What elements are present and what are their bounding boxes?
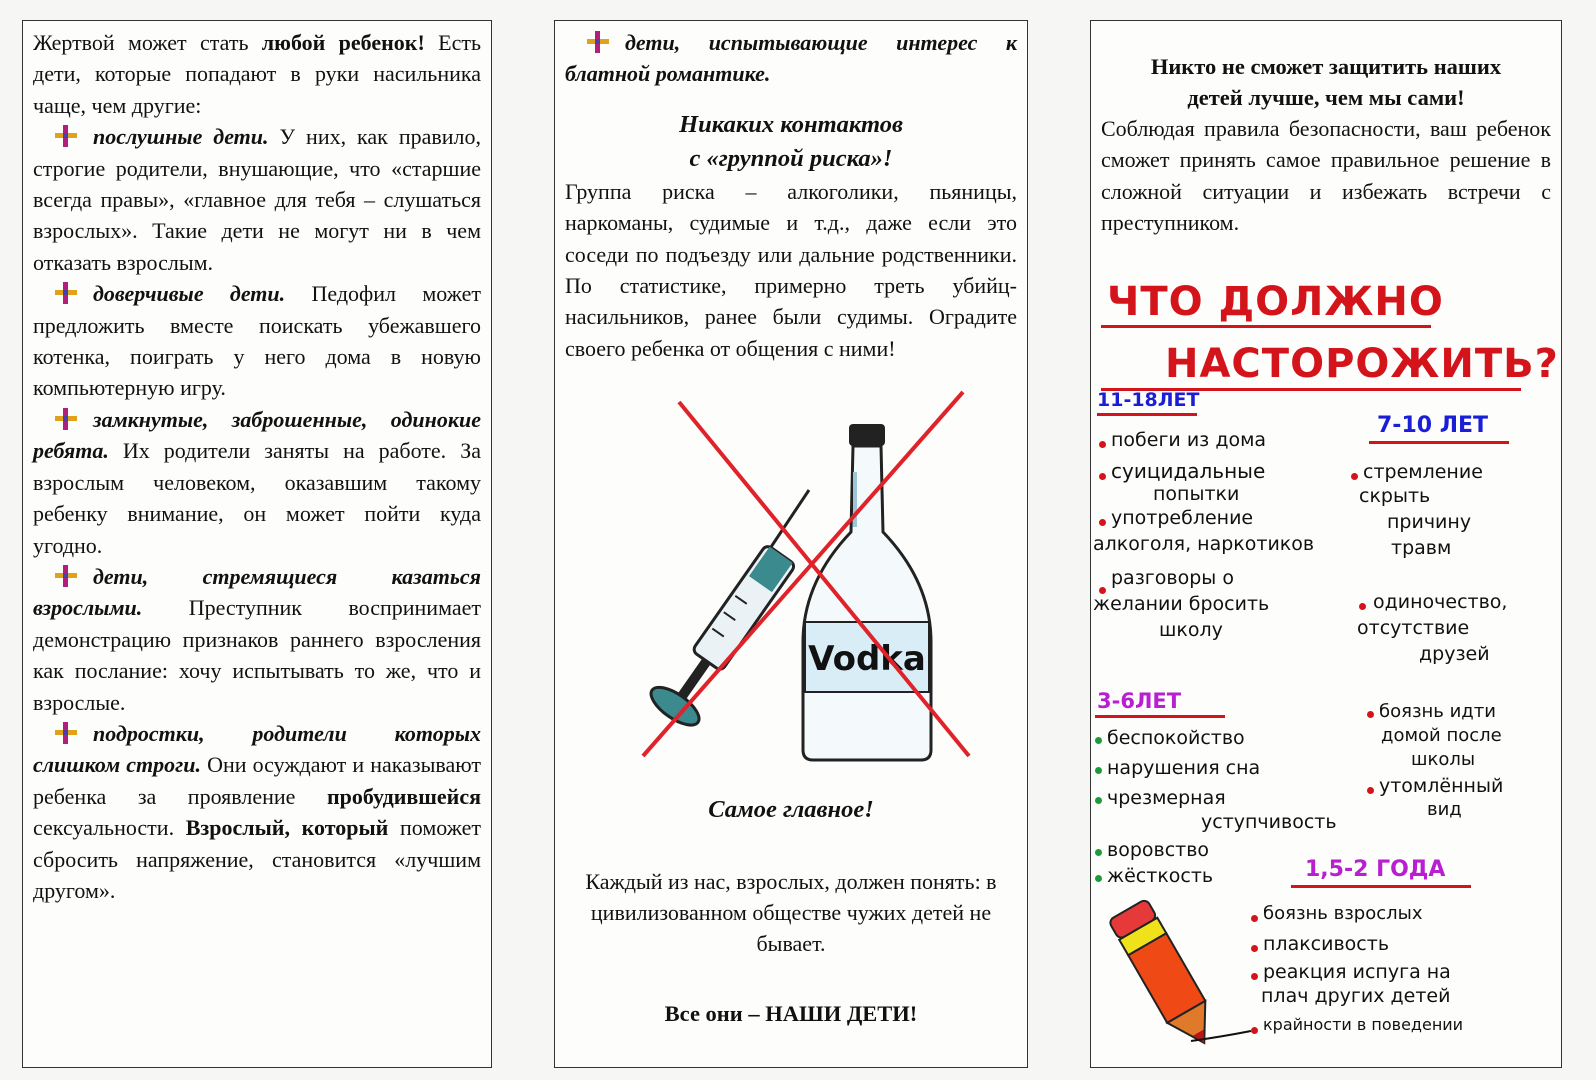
list-item-grownup: дети, стремящиеся казаться взрослыми. Преступник воспринимает демонстрацию признаков раннего взросления как послание: хочу испытывать то же, что и взрослые. <box>33 563 481 715</box>
sign-text: друзей <box>1419 643 1490 665</box>
bullet-dot-icon <box>1351 473 1358 480</box>
sign-text: воровство <box>1107 839 1210 861</box>
bullet-dot-icon <box>1099 473 1106 480</box>
bottle-label: Vodka <box>808 639 926 680</box>
risk-group-heading: Никаких контактов с «группой риска»! <box>679 110 903 172</box>
risk-group-paragraph: Группа риска – алкоголики, пьяницы, наркоманы, судимые и т.д., даже если это соседи по подъезду или дальние родственники. По статистике, примерно треть убийц-насильников, ранее были судимы. Оградите своего ребенка от общения с ними! <box>565 178 1017 361</box>
bullet-dot-icon <box>1095 849 1102 856</box>
age-underline <box>1291 885 1471 888</box>
sign-text: желании бросить <box>1093 593 1270 615</box>
syringe-bottle-drawing <box>591 382 991 782</box>
age-underline <box>1097 413 1197 416</box>
sign-text: скрыть <box>1359 485 1431 507</box>
sign-text: боязнь идти <box>1379 701 1496 722</box>
sign-text: чрезмерная <box>1107 787 1226 809</box>
sign-text: побеги из дома <box>1111 429 1267 451</box>
title-underline <box>1101 325 1431 328</box>
bullet-icon <box>53 282 79 304</box>
bullet-icon <box>53 722 79 744</box>
bullet-dot-icon <box>1099 519 1106 526</box>
protect-heading: Никто не сможет защитить наших детей лучше, чем мы сами! <box>1150 54 1502 110</box>
bullet-icon <box>53 408 79 430</box>
safety-paragraph: Соблюдая правила безопасности, ваш ребенок сможет принять самое правильное решение в сложной ситуации и избежать встречи с преступником. <box>1101 116 1551 236</box>
sign-text: боязнь взрослых <box>1263 903 1423 924</box>
right-panel <box>1090 20 1562 1068</box>
age-underline <box>1095 715 1225 718</box>
warning-title-line1: ЧТО ДОЛЖНО <box>1107 279 1444 325</box>
civilized-society-text: Каждый из нас, взрослых, должен понять: в цивилизованном обществе чужих детей не бывает. <box>585 869 997 957</box>
sign-text: разговоры о <box>1111 567 1234 589</box>
bullet-dot-icon <box>1367 787 1374 794</box>
no-drugs-alcohol-illustration <box>591 382 991 782</box>
sign-text: причину <box>1387 511 1472 533</box>
sign-text: употребление <box>1111 507 1254 529</box>
list-item-criminal-romance: дети, испытывающие интерес к блатной романтике. <box>565 30 1017 87</box>
sign-text: попытки <box>1153 483 1240 505</box>
sign-text: домой после <box>1381 725 1502 746</box>
bullet-icon <box>53 125 79 147</box>
age-label-1-5-2: 1,5-2 ГОДА <box>1305 857 1446 882</box>
sign-text: отсутствие <box>1357 617 1470 639</box>
bullet-dot-icon <box>1095 767 1102 774</box>
sign-text: реакция испуга на <box>1263 961 1451 983</box>
warning-title-line2: НАСТОРОЖИТЬ? <box>1165 341 1559 387</box>
list-item-lonely: замкнутые, заброшенные, одинокие ребята. Их родители заняты на работе. За взрослым человеком, оказавшим такому ребенку внимание, он может пойти куда угодно. <box>33 406 481 558</box>
sign-text: беспокойство <box>1107 727 1245 749</box>
pencil-icon <box>1095 891 1255 1061</box>
sign-text: травм <box>1391 537 1452 559</box>
age-label-3-6: 3-6ЛЕТ <box>1097 689 1182 713</box>
bullet-icon <box>585 31 611 53</box>
sign-text: школу <box>1159 619 1223 641</box>
middle-panel <box>554 20 1028 1068</box>
sign-text: уступчивость <box>1201 811 1337 833</box>
our-children-slogan: Все они – НАШИ ДЕТИ! <box>664 1001 918 1027</box>
bullet-dot-icon <box>1095 737 1102 744</box>
bullet-dot-icon <box>1359 603 1366 610</box>
syringe-icon <box>645 490 809 732</box>
sign-text: школы <box>1411 749 1476 770</box>
age-label-7-10: 7-10 ЛЕТ <box>1377 413 1489 438</box>
sign-text: вид <box>1427 799 1462 820</box>
list-item-teens: подростки, родители которых слишком строги. Они осуждают и наказывают ребенка за проявление пробудившейся сексуальности. Взрослый, который поможет сбросить напряжение, становится «лучшим другом». <box>33 720 481 903</box>
list-item-obedient: послушные дети. У них, как правило, строгие родители, внушающие, что «старшие всегда правы», «главное для тебя – слушаться взрослых». Такие дети не могут ни в чем отказать взрослым. <box>33 124 482 275</box>
age-underline <box>1369 441 1509 444</box>
sign-text: одиночество, <box>1373 591 1508 613</box>
sign-text: алкоголя, наркотиков <box>1093 533 1315 555</box>
sign-text: крайности в поведении <box>1263 1015 1464 1034</box>
age-label-11-18: 11-18ЛЕТ <box>1097 389 1200 411</box>
sign-text: стремление <box>1363 461 1483 483</box>
sign-text: нарушения сна <box>1107 757 1261 779</box>
vodka-bottle-icon <box>803 424 931 760</box>
bullet-icon <box>53 565 79 587</box>
bullet-dot-icon <box>1367 711 1374 718</box>
left-panel <box>22 20 492 1068</box>
bullet-dot-icon <box>1095 797 1102 804</box>
sign-text: плач других детей <box>1261 985 1451 1007</box>
sign-text: плаксивость <box>1263 933 1390 955</box>
bullet-dot-icon <box>1099 441 1106 448</box>
intro-paragraph: Жертвой может стать любой ребенок! Есть дети, которые попадают в руки насильника чаще, чем другие: <box>33 30 481 118</box>
sign-text: суицидальные <box>1111 459 1266 483</box>
bullet-dot-icon <box>1095 875 1102 882</box>
sign-text: жёсткость <box>1107 865 1214 887</box>
list-item-trusting: доверчивые дети. Педофил может предложить вместе поискать убежавшего котенка, поиграть у него дома в новую компьютерную игру. <box>33 281 481 401</box>
most-important-heading: Самое главное! <box>708 796 874 824</box>
sign-text: утомлённый <box>1379 775 1504 797</box>
